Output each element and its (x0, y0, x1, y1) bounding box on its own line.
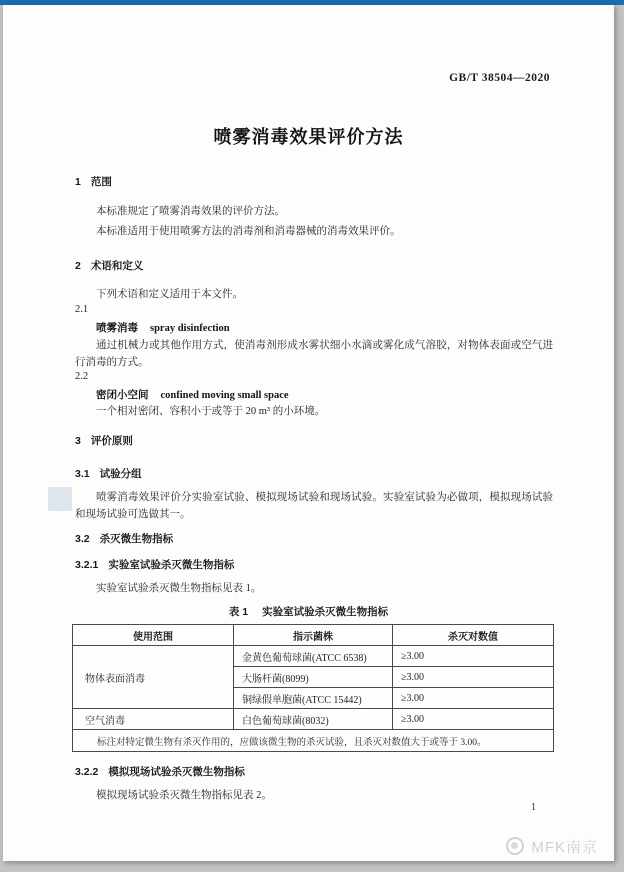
section-number: 3 (75, 435, 81, 447)
term-2-definition: 一个相对密闭、容积小于或等于 20 m³ 的小环境。 (96, 406, 326, 417)
table-caption-text: 实验室试验杀灭微生物指标 (262, 606, 389, 618)
section-label: 模拟现场试验杀灭微生物指标 (108, 766, 245, 778)
term-2-number: 2.2 (75, 371, 89, 382)
section-label: 试验分组 (99, 468, 142, 480)
table-row (73, 646, 554, 667)
section-number: 3.2.2 (75, 766, 99, 778)
scan-artifact-mark (48, 487, 72, 511)
section-2-heading (75, 258, 555, 273)
value-cell: ≥3.00 (393, 688, 554, 709)
section-3-2-1-paragraph: 实验室试验杀灭微生物指标见表 1。 (96, 583, 262, 594)
table-header-strain: 指示菌株 (234, 625, 393, 646)
term-2-chinese: 密闭小空间 (96, 389, 149, 401)
table-1-caption (3, 604, 614, 619)
term-2-line (96, 387, 556, 402)
term-1-number: 2.1 (75, 304, 89, 315)
terms-intro: 下列术语和定义适用于本文件。 (96, 289, 243, 300)
table-header-value: 杀灭对数值 (393, 625, 554, 646)
section-3-2-2-heading (75, 764, 555, 779)
section-number: 2 (75, 260, 81, 272)
term-1-english: spray disinfection (150, 323, 230, 334)
table-1 (72, 624, 554, 752)
table-header-usage: 使用范围 (73, 625, 234, 646)
scope-paragraph-1: 本标准规定了喷雾消毒效果的评价方法。 (96, 206, 285, 217)
scope-paragraph-2: 本标准适用于使用喷雾方法的消毒剂和消毒器械的消毒效果评价。 (96, 226, 401, 237)
document-title: 喷雾消毒效果评价方法 (213, 127, 404, 147)
strain-cell: 金黄色葡萄球菌(ATCC 6538) (234, 646, 393, 667)
section-label: 实验室试验杀灭微生物指标 (108, 559, 235, 571)
value-cell: ≥3.00 (393, 667, 554, 688)
page-number: 1 (531, 802, 536, 813)
usage-air-disinfection: 空气消毒 (73, 709, 234, 730)
section-label: 评价原则 (90, 435, 133, 447)
usage-surface-disinfection: 物体表面消毒 (73, 646, 234, 709)
section-number: 3.2 (75, 533, 90, 545)
watermark (3, 833, 598, 859)
strain-cell: 大肠杆菌(8099) (234, 667, 393, 688)
section-3-2-1-heading (75, 557, 555, 572)
section-number: 3.2.1 (75, 559, 99, 571)
section-label: 杀灭微生物指标 (99, 533, 174, 545)
table-row (73, 709, 554, 730)
section-3-2-2-paragraph: 模拟现场试验杀灭微生物指标见表 2。 (96, 790, 272, 801)
section-3-1-paragraph: 喷雾消毒效果评价分实验室试验、模拟现场试验和现场试验。实验室试验为必做项，模拟现场试验和现场试验可选做其一。 (75, 492, 553, 520)
section-3-heading (75, 433, 555, 448)
section-number: 1 (75, 176, 81, 188)
standard-number: GB/T 38504—2020 (449, 72, 550, 84)
term-1-chinese: 喷雾消毒 (96, 322, 138, 334)
value-cell: ≥3.00 (393, 646, 554, 667)
term-1-line (96, 320, 556, 335)
watermark-text: MFK南京 (531, 838, 598, 856)
value-cell: ≥3.00 (393, 709, 554, 730)
term-1-definition: 通过机械力或其他作用方式，使消毒剂形成水雾状细小水滴或雾化成气溶胶，对物体表面或空气进行消毒的方式。 (75, 340, 553, 368)
table-caption-number: 表 1 (228, 606, 249, 618)
section-1-heading (75, 174, 555, 189)
table-footnote-row (73, 730, 554, 752)
section-3-1-heading (75, 466, 555, 481)
document-page (3, 5, 614, 861)
strain-cell: 白色葡萄球菌(8032) (234, 709, 393, 730)
term-2-english: confined moving small space (160, 390, 289, 401)
strain-cell: 铜绿假单胞菌(ATCC 15442) (234, 688, 393, 709)
section-3-2-heading (75, 531, 555, 546)
watermark-logo-icon (506, 837, 524, 855)
section-label: 范围 (90, 176, 112, 188)
section-number: 3.1 (75, 468, 90, 480)
table-header-row (73, 625, 554, 646)
table-footnote: 标注对特定微生物有杀灭作用的，应做该微生物的杀灭试验，且杀灭对数值大于或等于 3.00。 (73, 730, 554, 752)
section-label: 术语和定义 (90, 260, 144, 272)
